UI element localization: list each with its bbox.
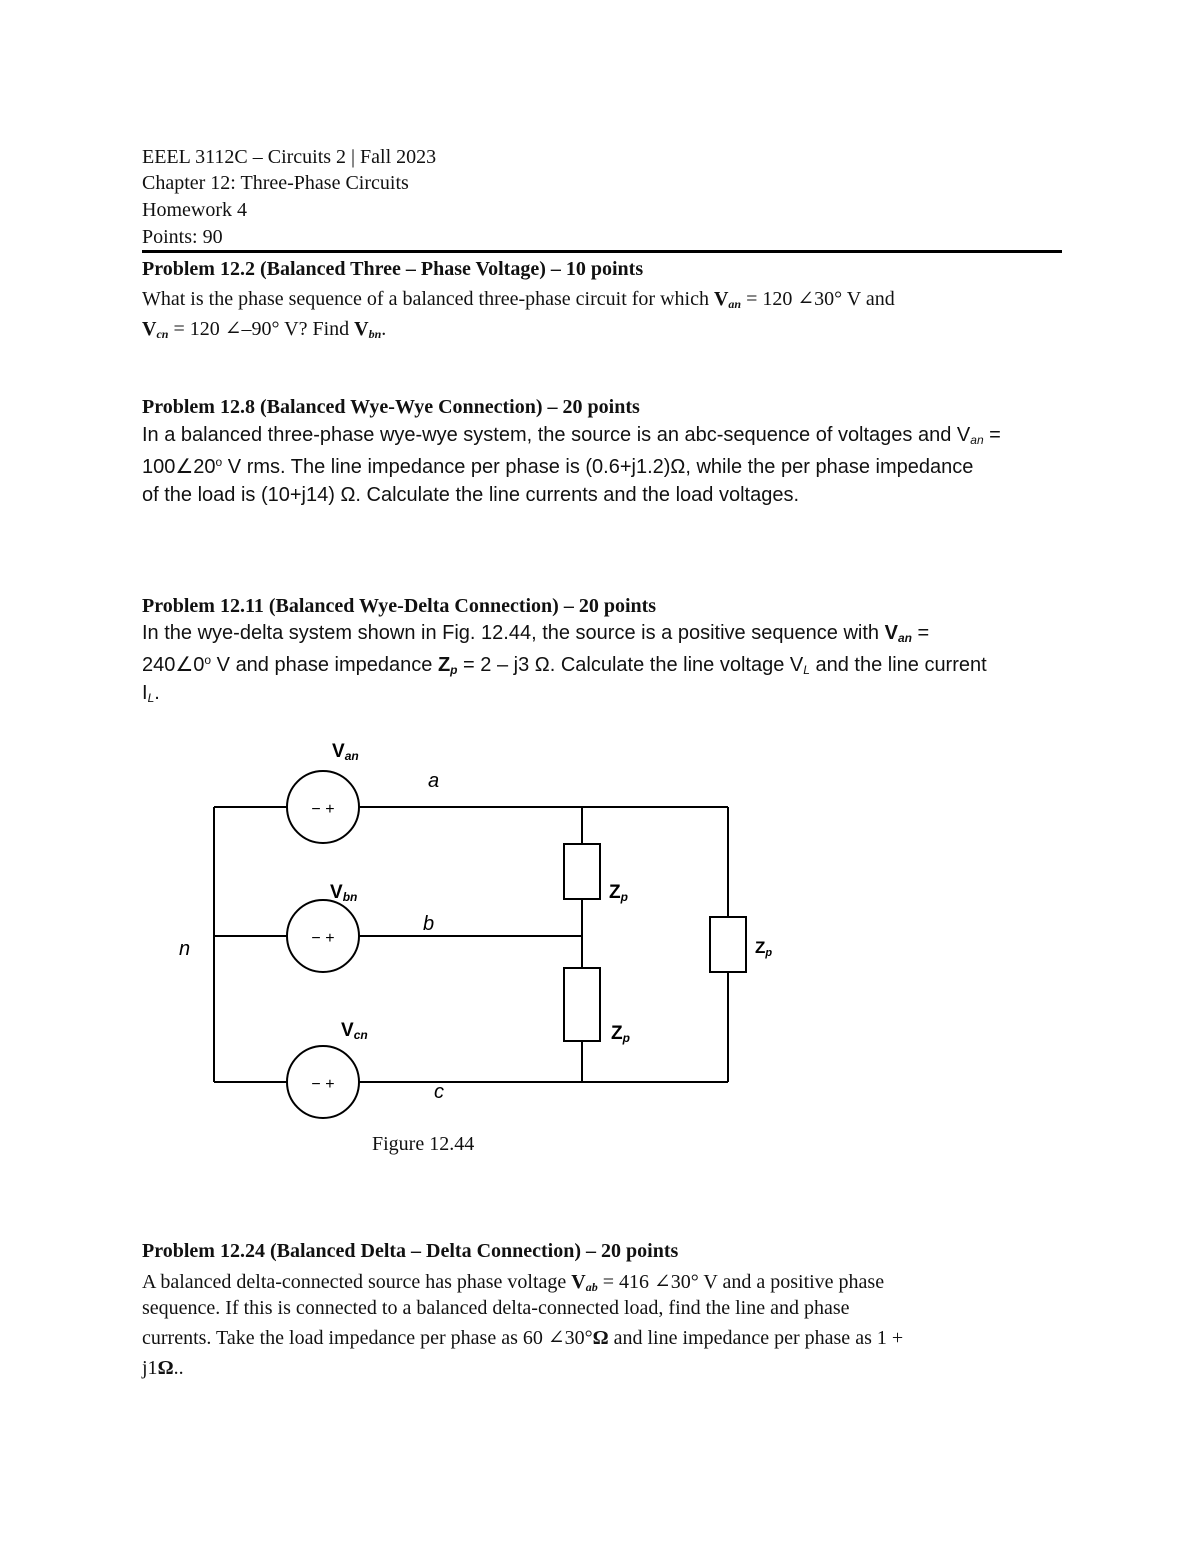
problem-12-2-line-1: What is the phase sequence of a balanced three-phase circuit for which $V_{an} = 120$ ∠30° V and (142, 288, 895, 311)
label-neutral-n: n (179, 938, 191, 960)
impedance-zp-ca (710, 917, 746, 972)
label-van: Van (332, 741, 359, 763)
chapter-title: Chapter 12: Three-Phase Circuits (142, 172, 409, 194)
course-title: EEEL 3112C – Circuits 2 | Fall 2023 (142, 146, 437, 168)
source-vcn-polarity: − + (311, 1076, 335, 1093)
problem-12-11-title: Problem 12.11 (Balanced Wye-Delta Connection) – 20 points (142, 595, 657, 617)
problem-12-2-line-2: $V_{cn} = 120$ ∠–90° V? Find $V_{bn}$. (142, 318, 387, 341)
impedance-zp-bc (564, 968, 600, 1041)
label-vcn: Vcn (341, 1020, 368, 1042)
label-line-b: b (423, 913, 435, 935)
label-line-a: a (428, 770, 440, 792)
label-line-c: c (434, 1081, 444, 1103)
problem-12-8-line-3: of the load is (10+j14) Ω. Calculate the line currents and the load voltages. (142, 484, 800, 506)
problem-12-11-line-3: $I_L$. (142, 682, 160, 705)
impedance-zp-ab (564, 844, 600, 899)
label-zp-bc: Zp (611, 1023, 630, 1045)
homework-label: Homework 4 (142, 199, 247, 221)
problem-12-24-line-4: j1Ω.. (142, 1357, 184, 1379)
header-divider (142, 250, 1062, 253)
problem-12-11-line-2: 240∠0$^o$ V and phase impedance $Z_p = 2 - j3$ Ω. Calculate the line voltage $V_L$ and the line current (142, 653, 987, 677)
label-vbn: Vbn (330, 882, 358, 904)
figure-caption: Figure 12.44 (372, 1133, 475, 1155)
problem-12-24-title: Problem 12.24 (Balanced Delta – Delta Connection) – 20 points (142, 1240, 679, 1262)
source-vbn-polarity: − + (311, 930, 335, 947)
problem-12-24-line-3: currents. Take the load impedance per phase as 60 ∠30°Ω and line impedance per phase as 1 + (142, 1327, 904, 1349)
label-zp-ab: Zp (609, 882, 628, 904)
source-van-polarity: − + (311, 801, 335, 818)
problem-12-24-line-2: sequence. If this is connected to a balanced delta-connected load, find the line and phase (142, 1297, 850, 1319)
problem-12-2-title: Problem 12.2 (Balanced Three – Phase Voltage) – 10 points (142, 258, 644, 280)
problem-12-8-line-1: In a balanced three-phase wye-wye system, the source is an abc-sequence of voltages and $V_{an}$ = (142, 424, 1001, 447)
problem-12-24-line-1: A balanced delta-connected source has phase voltage $V_{ab} = 416$ ∠30° V and a positive phase (142, 1271, 885, 1294)
circuit-figure-12-44 (160, 730, 800, 1130)
label-zp-ca: Zp (755, 938, 773, 959)
problem-12-11-line-1: In the wye-delta system shown in Fig. 12.44, the source is a positive sequence with $V_{an}$ = (142, 622, 930, 645)
points-label: Points: 90 (142, 226, 223, 248)
problem-12-8-line-2: 100∠20$^o$ V rms. The line impedance per phase is (0.6+j1.2)Ω, while the per phase impedance (142, 455, 974, 478)
problem-12-8-title: Problem 12.8 (Balanced Wye-Wye Connection) – 20 points (142, 396, 640, 418)
